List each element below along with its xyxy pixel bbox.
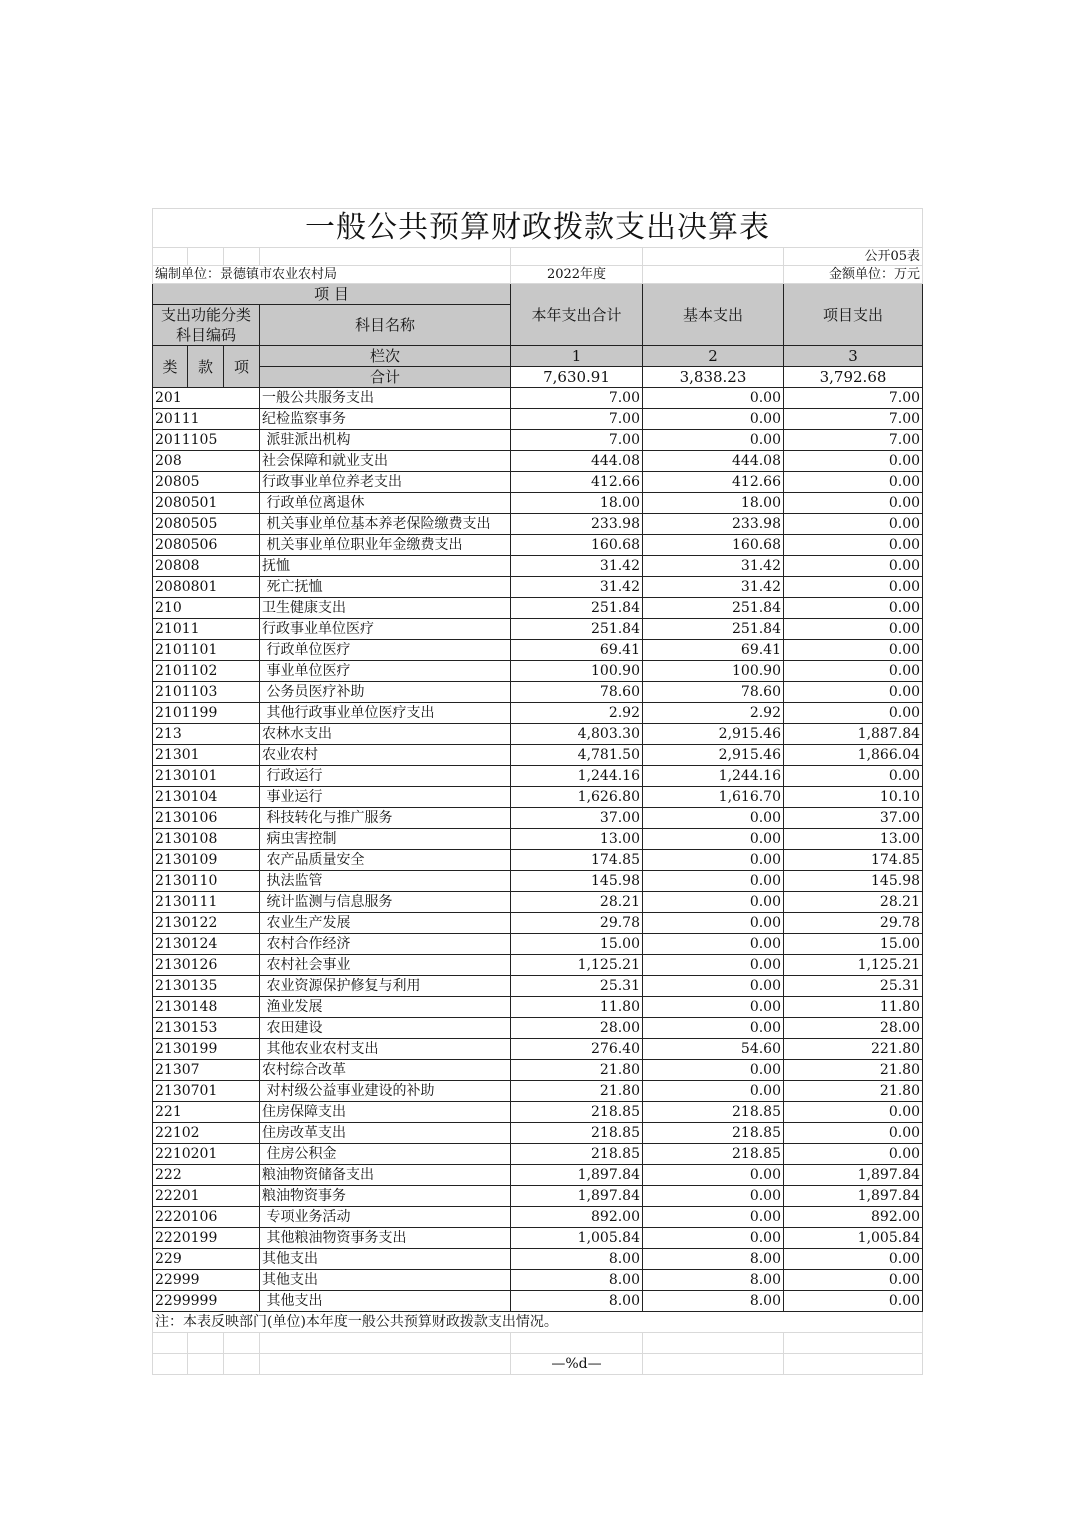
row-basic: 0.00 xyxy=(643,808,784,829)
header-col-2: 2 xyxy=(643,346,784,367)
row-project: 0.00 xyxy=(784,535,923,556)
table-row xyxy=(153,1102,923,1123)
row-project: 1,897.84 xyxy=(784,1186,923,1207)
budget-table xyxy=(152,208,923,1375)
row-project: 0.00 xyxy=(784,1249,923,1270)
table-row xyxy=(153,619,923,640)
row-code: 20111 xyxy=(153,409,260,430)
row-project: 0.00 xyxy=(784,1291,923,1312)
row-code: 2130126 xyxy=(153,955,260,976)
row-basic: 0.00 xyxy=(643,1081,784,1102)
row-code: 213 xyxy=(153,724,260,745)
table-row xyxy=(153,451,923,472)
row-basic: 218.85 xyxy=(643,1144,784,1165)
row-total: 276.40 xyxy=(511,1039,643,1060)
row-subject-name: 农村合作经济 xyxy=(260,934,511,955)
table-row xyxy=(153,976,923,997)
compiling-unit: 编制单位：景德镇市农业农村局 xyxy=(153,266,511,284)
row-subject-name: 统计监测与信息服务 xyxy=(260,892,511,913)
row-total: 160.68 xyxy=(511,535,643,556)
row-project: 0.00 xyxy=(784,1270,923,1291)
row-subject-name: 农产品质量安全 xyxy=(260,850,511,871)
header-col-1: 1 xyxy=(511,346,643,367)
row-total: 174.85 xyxy=(511,850,643,871)
table-row xyxy=(153,388,923,409)
row-basic: 0.00 xyxy=(643,955,784,976)
sum-total: 7,630.91 xyxy=(511,367,643,388)
row-subject-name: 行政单位离退休 xyxy=(260,493,511,514)
row-code: 2080506 xyxy=(153,535,260,556)
row-subject-name: 病虫害控制 xyxy=(260,829,511,850)
header-code-group: 支出功能分类科目编码 xyxy=(153,305,260,346)
row-code: 2220199 xyxy=(153,1228,260,1249)
header-project: 项目支出 xyxy=(784,284,923,346)
row-code: 2130104 xyxy=(153,787,260,808)
row-total: 7.00 xyxy=(511,430,643,451)
row-basic: 8.00 xyxy=(643,1249,784,1270)
row-total: 1,125.21 xyxy=(511,955,643,976)
row-code: 2080501 xyxy=(153,493,260,514)
row-code: 222 xyxy=(153,1165,260,1186)
row-total: 1,244.16 xyxy=(511,766,643,787)
row-basic: 0.00 xyxy=(643,934,784,955)
report-sheet xyxy=(152,208,922,1375)
row-basic: 2,915.46 xyxy=(643,745,784,766)
table-row xyxy=(153,577,923,598)
row-project: 29.78 xyxy=(784,913,923,934)
table-row xyxy=(153,1249,923,1270)
row-code: 20805 xyxy=(153,472,260,493)
row-total: 251.84 xyxy=(511,598,643,619)
row-code: 2130124 xyxy=(153,934,260,955)
row-project: 0.00 xyxy=(784,451,923,472)
row-project: 0.00 xyxy=(784,598,923,619)
form-code: 公开05表 xyxy=(784,248,923,266)
row-total: 444.08 xyxy=(511,451,643,472)
table-note: 注：本表反映部门(单位)本年度一般公共预算财政拨款支出情况。 xyxy=(153,1312,923,1333)
row-code: 21301 xyxy=(153,745,260,766)
row-code: 2220106 xyxy=(153,1207,260,1228)
row-project: 1,125.21 xyxy=(784,955,923,976)
row-total: 8.00 xyxy=(511,1249,643,1270)
row-subject-name: 其他支出 xyxy=(260,1249,511,1270)
row-project: 0.00 xyxy=(784,1102,923,1123)
row-subject-name: 派驻派出机构 xyxy=(260,430,511,451)
row-project: 0.00 xyxy=(784,472,923,493)
table-row xyxy=(153,535,923,556)
row-code: 2101103 xyxy=(153,682,260,703)
row-subject-name: 抚恤 xyxy=(260,556,511,577)
header-subject-name: 科目名称 xyxy=(260,305,511,346)
row-basic: 2.92 xyxy=(643,703,784,724)
row-code: 2130106 xyxy=(153,808,260,829)
row-project: 0.00 xyxy=(784,514,923,535)
row-project: 1,887.84 xyxy=(784,724,923,745)
row-basic: 0.00 xyxy=(643,1186,784,1207)
row-subject-name: 农村社会事业 xyxy=(260,955,511,976)
row-code: 2130109 xyxy=(153,850,260,871)
row-total: 29.78 xyxy=(511,913,643,934)
row-total: 100.90 xyxy=(511,661,643,682)
row-subject-name: 行政事业单位养老支出 xyxy=(260,472,511,493)
row-code: 22201 xyxy=(153,1186,260,1207)
row-total: 11.80 xyxy=(511,997,643,1018)
row-total: 1,897.84 xyxy=(511,1186,643,1207)
row-subject-name: 对村级公益事业建设的补助 xyxy=(260,1081,511,1102)
row-project: 15.00 xyxy=(784,934,923,955)
row-project: 1,866.04 xyxy=(784,745,923,766)
row-subject-name: 执法监管 xyxy=(260,871,511,892)
row-project: 221.80 xyxy=(784,1039,923,1060)
row-project: 7.00 xyxy=(784,430,923,451)
row-total: 21.80 xyxy=(511,1081,643,1102)
row-subject-name: 农村综合改革 xyxy=(260,1060,511,1081)
row-basic: 233.98 xyxy=(643,514,784,535)
row-code: 2130101 xyxy=(153,766,260,787)
row-basic: 0.00 xyxy=(643,871,784,892)
table-row xyxy=(153,850,923,871)
row-code: 2130108 xyxy=(153,829,260,850)
row-basic: 0.00 xyxy=(643,997,784,1018)
row-subject-name: 机关事业单位基本养老保险缴费支出 xyxy=(260,514,511,535)
row-basic: 31.42 xyxy=(643,556,784,577)
row-project: 28.00 xyxy=(784,1018,923,1039)
table-row xyxy=(153,661,923,682)
header-item: 项 目 xyxy=(153,284,511,305)
row-project: 13.00 xyxy=(784,829,923,850)
row-project: 10.10 xyxy=(784,787,923,808)
row-subject-name: 公务员医疗补助 xyxy=(260,682,511,703)
row-subject-name: 事业单位医疗 xyxy=(260,661,511,682)
row-code: 2130135 xyxy=(153,976,260,997)
row-total: 25.31 xyxy=(511,976,643,997)
sum-basic: 3,838.23 xyxy=(643,367,784,388)
row-basic: 69.41 xyxy=(643,640,784,661)
table-row xyxy=(153,892,923,913)
row-subject-name: 事业运行 xyxy=(260,787,511,808)
row-basic: 0.00 xyxy=(643,1228,784,1249)
row-basic: 218.85 xyxy=(643,1123,784,1144)
row-code: 21011 xyxy=(153,619,260,640)
row-basic: 218.85 xyxy=(643,1102,784,1123)
row-basic: 0.00 xyxy=(643,829,784,850)
table-row xyxy=(153,871,923,892)
row-subject-name: 其他支出 xyxy=(260,1270,511,1291)
row-basic: 18.00 xyxy=(643,493,784,514)
row-code: 2101199 xyxy=(153,703,260,724)
table-row xyxy=(153,1165,923,1186)
row-subject-name: 行政运行 xyxy=(260,766,511,787)
table-row xyxy=(153,1060,923,1081)
row-subject-name: 卫生健康支出 xyxy=(260,598,511,619)
table-row xyxy=(153,1039,923,1060)
row-project: 145.98 xyxy=(784,871,923,892)
header-kuan: 款 xyxy=(188,346,224,388)
row-project: 0.00 xyxy=(784,703,923,724)
table-row xyxy=(153,808,923,829)
row-subject-name: 农林水支出 xyxy=(260,724,511,745)
table-row xyxy=(153,997,923,1018)
row-total: 218.85 xyxy=(511,1102,643,1123)
table-row xyxy=(153,703,923,724)
header-basic: 基本支出 xyxy=(643,284,784,346)
row-basic: 8.00 xyxy=(643,1270,784,1291)
table-row xyxy=(153,1207,923,1228)
row-subject-name: 其他农业农村支出 xyxy=(260,1039,511,1060)
row-subject-name: 农业资源保护修复与利用 xyxy=(260,976,511,997)
row-basic: 0.00 xyxy=(643,430,784,451)
row-total: 13.00 xyxy=(511,829,643,850)
table-row xyxy=(153,787,923,808)
row-project: 0.00 xyxy=(784,619,923,640)
table-row xyxy=(153,913,923,934)
row-total: 78.60 xyxy=(511,682,643,703)
row-project: 0.00 xyxy=(784,682,923,703)
row-project: 0.00 xyxy=(784,640,923,661)
row-code: 2101102 xyxy=(153,661,260,682)
row-total: 233.98 xyxy=(511,514,643,535)
table-row xyxy=(153,766,923,787)
row-subject-name: 行政单位医疗 xyxy=(260,640,511,661)
row-code: 22999 xyxy=(153,1270,260,1291)
row-basic: 0.00 xyxy=(643,913,784,934)
row-total: 7.00 xyxy=(511,388,643,409)
row-total: 145.98 xyxy=(511,871,643,892)
row-code: 2101101 xyxy=(153,640,260,661)
row-total: 37.00 xyxy=(511,808,643,829)
table-row xyxy=(153,1144,923,1165)
row-subject-name: 农业农村 xyxy=(260,745,511,766)
header-lei: 类 xyxy=(153,346,188,388)
table-row xyxy=(153,409,923,430)
row-code: 2210201 xyxy=(153,1144,260,1165)
row-subject-name: 住房改革支出 xyxy=(260,1123,511,1144)
row-basic: 251.84 xyxy=(643,619,784,640)
row-total: 412.66 xyxy=(511,472,643,493)
row-subject-name: 其他支出 xyxy=(260,1291,511,1312)
row-subject-name: 纪检监察事务 xyxy=(260,409,511,430)
row-total: 1,005.84 xyxy=(511,1228,643,1249)
row-project: 0.00 xyxy=(784,661,923,682)
row-code: 2080505 xyxy=(153,514,260,535)
row-code: 2130701 xyxy=(153,1081,260,1102)
row-basic: 0.00 xyxy=(643,892,784,913)
page-title: 一般公共预算财政拨款支出决算表 xyxy=(153,209,923,248)
row-basic: 0.00 xyxy=(643,1165,784,1186)
row-basic: 100.90 xyxy=(643,661,784,682)
row-code: 21307 xyxy=(153,1060,260,1081)
row-basic: 1,616.70 xyxy=(643,787,784,808)
row-project: 0.00 xyxy=(784,766,923,787)
page-marker: —%d— xyxy=(511,1354,643,1375)
row-total: 1,626.80 xyxy=(511,787,643,808)
row-subject-name: 农业生产发展 xyxy=(260,913,511,934)
row-subject-name: 住房保障支出 xyxy=(260,1102,511,1123)
row-subject-name: 科技转化与推广服务 xyxy=(260,808,511,829)
row-total: 7.00 xyxy=(511,409,643,430)
row-project: 0.00 xyxy=(784,1123,923,1144)
row-project: 7.00 xyxy=(784,409,923,430)
row-total: 31.42 xyxy=(511,556,643,577)
row-total: 218.85 xyxy=(511,1144,643,1165)
row-code: 2130199 xyxy=(153,1039,260,1060)
row-basic: 251.84 xyxy=(643,598,784,619)
row-code: 2080801 xyxy=(153,577,260,598)
table-row xyxy=(153,1018,923,1039)
table-row xyxy=(153,829,923,850)
row-project: 37.00 xyxy=(784,808,923,829)
fiscal-year: 2022年度 xyxy=(511,266,643,284)
row-total: 15.00 xyxy=(511,934,643,955)
row-subject-name: 专项业务活动 xyxy=(260,1207,511,1228)
row-basic: 54.60 xyxy=(643,1039,784,1060)
row-total: 18.00 xyxy=(511,493,643,514)
table-row xyxy=(153,493,923,514)
row-subject-name: 其他粮油物资事务支出 xyxy=(260,1228,511,1249)
table-row xyxy=(153,556,923,577)
row-subject-name: 一般公共服务支出 xyxy=(260,388,511,409)
row-project: 11.80 xyxy=(784,997,923,1018)
row-code: 229 xyxy=(153,1249,260,1270)
row-code: 2130110 xyxy=(153,871,260,892)
header-total: 本年支出合计 xyxy=(511,284,643,346)
row-project: 21.80 xyxy=(784,1060,923,1081)
row-total: 28.21 xyxy=(511,892,643,913)
table-row xyxy=(153,430,923,451)
row-code: 210 xyxy=(153,598,260,619)
row-basic: 0.00 xyxy=(643,1060,784,1081)
row-subject-name: 死亡抚恤 xyxy=(260,577,511,598)
header-xiang: 项 xyxy=(224,346,260,388)
row-project: 0.00 xyxy=(784,493,923,514)
table-row xyxy=(153,682,923,703)
table-row xyxy=(153,1291,923,1312)
row-basic: 0.00 xyxy=(643,388,784,409)
row-total: 21.80 xyxy=(511,1060,643,1081)
row-total: 251.84 xyxy=(511,619,643,640)
row-code: 221 xyxy=(153,1102,260,1123)
row-subject-name: 粮油物资储备支出 xyxy=(260,1165,511,1186)
row-project: 1,005.84 xyxy=(784,1228,923,1249)
table-row xyxy=(153,1270,923,1291)
row-basic: 78.60 xyxy=(643,682,784,703)
row-subject-name: 其他行政事业单位医疗支出 xyxy=(260,703,511,724)
row-code: 20808 xyxy=(153,556,260,577)
row-project: 0.00 xyxy=(784,556,923,577)
row-basic: 1,244.16 xyxy=(643,766,784,787)
row-total: 31.42 xyxy=(511,577,643,598)
row-project: 28.21 xyxy=(784,892,923,913)
row-basic: 160.68 xyxy=(643,535,784,556)
row-total: 8.00 xyxy=(511,1270,643,1291)
row-code: 2011105 xyxy=(153,430,260,451)
row-code: 2299999 xyxy=(153,1291,260,1312)
header-col-3: 3 xyxy=(784,346,923,367)
row-project: 21.80 xyxy=(784,1081,923,1102)
row-project: 0.00 xyxy=(784,1144,923,1165)
amount-unit: 金额单位：万元 xyxy=(784,266,923,284)
row-total: 892.00 xyxy=(511,1207,643,1228)
row-code: 208 xyxy=(153,451,260,472)
row-subject-name: 渔业发展 xyxy=(260,997,511,1018)
row-code: 2130153 xyxy=(153,1018,260,1039)
row-total: 4,803.30 xyxy=(511,724,643,745)
row-project: 892.00 xyxy=(784,1207,923,1228)
sum-project: 3,792.68 xyxy=(784,367,923,388)
row-total: 28.00 xyxy=(511,1018,643,1039)
row-project: 1,897.84 xyxy=(784,1165,923,1186)
table-row xyxy=(153,955,923,976)
row-total: 69.41 xyxy=(511,640,643,661)
row-code: 201 xyxy=(153,388,260,409)
row-total: 2.92 xyxy=(511,703,643,724)
table-row xyxy=(153,640,923,661)
row-basic: 31.42 xyxy=(643,577,784,598)
row-subject-name: 粮油物资事务 xyxy=(260,1186,511,1207)
row-project: 25.31 xyxy=(784,976,923,997)
row-subject-name: 住房公积金 xyxy=(260,1144,511,1165)
row-basic: 0.00 xyxy=(643,1207,784,1228)
row-basic: 0.00 xyxy=(643,976,784,997)
row-basic: 412.66 xyxy=(643,472,784,493)
row-basic: 2,915.46 xyxy=(643,724,784,745)
row-basic: 0.00 xyxy=(643,850,784,871)
table-row xyxy=(153,1123,923,1144)
table-row xyxy=(153,1081,923,1102)
row-subject-name: 机关事业单位职业年金缴费支出 xyxy=(260,535,511,556)
row-project: 7.00 xyxy=(784,388,923,409)
row-project: 0.00 xyxy=(784,577,923,598)
row-basic: 8.00 xyxy=(643,1291,784,1312)
row-project: 174.85 xyxy=(784,850,923,871)
row-code: 2130148 xyxy=(153,997,260,1018)
row-basic: 444.08 xyxy=(643,451,784,472)
table-row xyxy=(153,1186,923,1207)
row-code: 2130122 xyxy=(153,913,260,934)
table-row xyxy=(153,472,923,493)
row-total: 4,781.50 xyxy=(511,745,643,766)
table-row xyxy=(153,724,923,745)
row-subject-name: 农田建设 xyxy=(260,1018,511,1039)
table-row xyxy=(153,934,923,955)
row-code: 22102 xyxy=(153,1123,260,1144)
row-subject-name: 行政事业单位医疗 xyxy=(260,619,511,640)
table-row xyxy=(153,1228,923,1249)
table-row xyxy=(153,745,923,766)
row-basic: 0.00 xyxy=(643,409,784,430)
sum-label: 合计 xyxy=(260,367,511,388)
row-subject-name: 社会保障和就业支出 xyxy=(260,451,511,472)
row-code: 2130111 xyxy=(153,892,260,913)
row-basic: 0.00 xyxy=(643,1018,784,1039)
row-total: 8.00 xyxy=(511,1291,643,1312)
row-total: 1,897.84 xyxy=(511,1165,643,1186)
table-row xyxy=(153,598,923,619)
header-lanci: 栏次 xyxy=(260,346,511,367)
row-total: 218.85 xyxy=(511,1123,643,1144)
table-row xyxy=(153,514,923,535)
